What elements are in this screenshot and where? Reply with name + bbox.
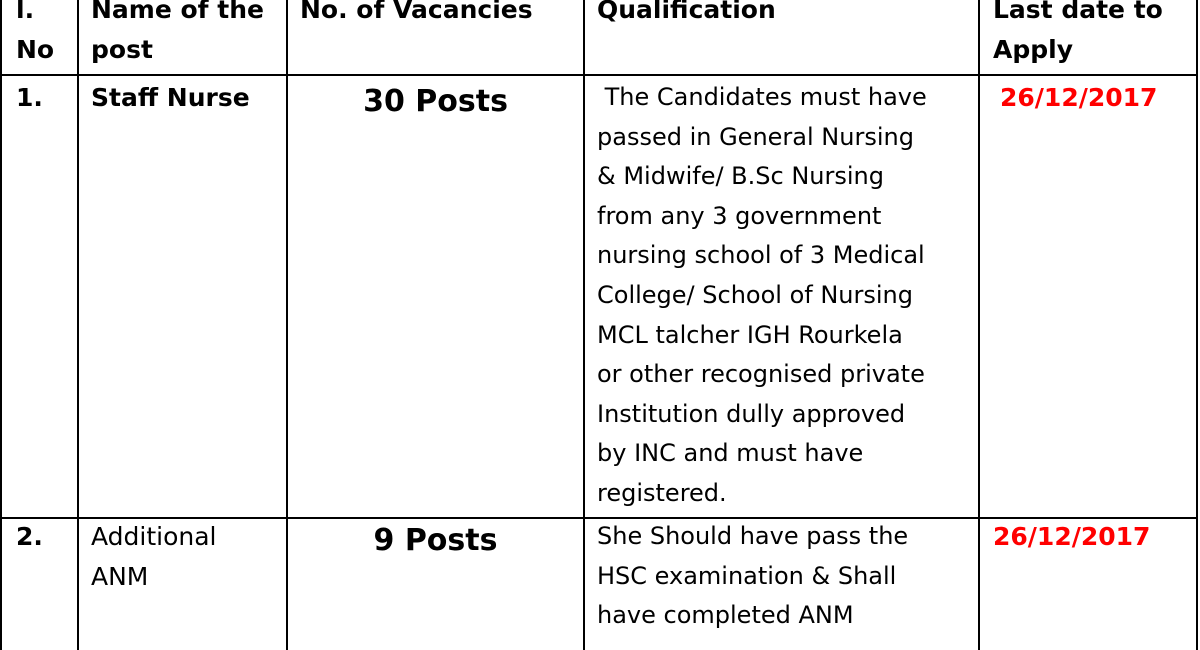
header-vacancies: No. of Vacancies <box>300 0 533 24</box>
qualification-line: by INC and must have <box>597 439 864 468</box>
row2-qualification <box>597 517 969 636</box>
col-divider <box>0 0 2 650</box>
row2-post-line2: ANM <box>91 562 149 591</box>
header-sl-no-line1: l. <box>16 0 35 24</box>
qualification-line: The Candidates must have <box>597 83 927 111</box>
row1-qualification <box>597 78 969 514</box>
col-divider <box>583 0 585 650</box>
row-divider <box>0 74 1198 76</box>
qualification-line: HSC examination & Shall <box>597 561 897 590</box>
header-last-date <box>993 0 1163 70</box>
row1-sl-no: 1. <box>16 83 43 112</box>
qualification-line: Institution dully approved <box>597 399 906 428</box>
qualification-line: She Should have pass the <box>597 522 909 550</box>
row2-vacancies: 9 Posts <box>373 523 498 558</box>
header-qualification: Qualification <box>597 0 776 24</box>
header-sl-no <box>16 0 54 70</box>
header-post-line2: post <box>91 35 153 64</box>
qualification-line: MCL talcher IGH Rourkela <box>597 320 903 349</box>
qualification-line: College/ School of Nursing <box>597 280 913 309</box>
header-sl-no-line2: No <box>16 35 55 64</box>
qualification-line: nursing school of 3 Medical <box>597 241 925 270</box>
header-post-name <box>91 0 264 70</box>
qualification-line: from any 3 government <box>597 201 882 230</box>
qualification-line: or other recognised private <box>597 360 925 389</box>
qualification-line: registered. <box>597 478 727 507</box>
row2-sl-no: 2. <box>16 522 43 551</box>
row1-vacancies: 30 Posts <box>363 84 508 119</box>
col-divider <box>77 0 79 650</box>
qualification-line: & Midwife/ B.Sc Nursing <box>597 162 884 191</box>
header-last-date-line2: Apply <box>993 35 1074 64</box>
row2-post-name <box>91 517 217 597</box>
qualification-line: passed in General Nursing <box>597 122 914 151</box>
header-last-date-line1: Last date to <box>993 0 1163 24</box>
row1-post-name: Staff Nurse <box>91 83 250 112</box>
header-post-line1: Name of the <box>91 0 264 24</box>
col-divider <box>1196 0 1198 650</box>
col-divider <box>978 0 980 650</box>
qualification-line: have completed ANM <box>597 601 854 630</box>
row2-post-line1: Additional <box>91 522 217 551</box>
row1-last-date: 26/12/2017 <box>1000 83 1158 112</box>
row2-last-date: 26/12/2017 <box>993 522 1151 551</box>
